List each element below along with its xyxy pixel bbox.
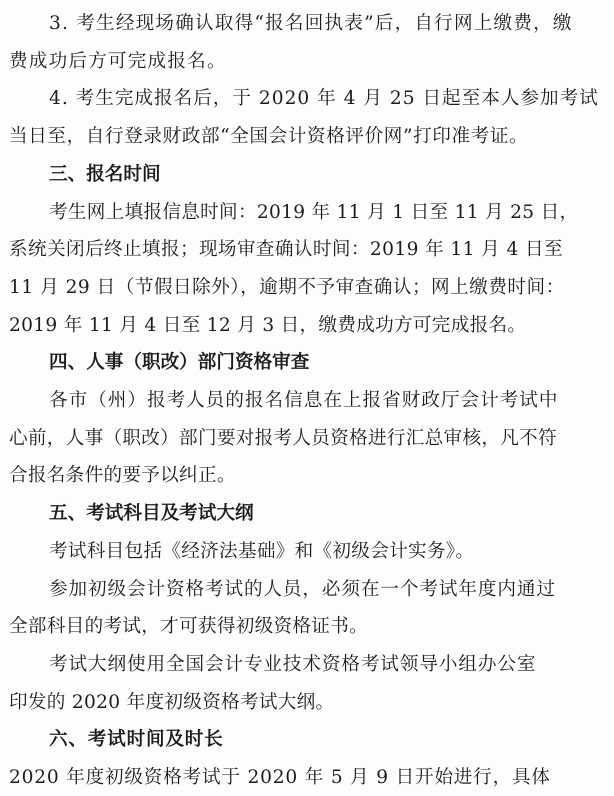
paragraph-line: 印发的 2020 年度初级资格考试大纲。 xyxy=(9,692,335,713)
paragraph-line: 考生网上填报信息时间：2019 年 11 月 1 日至 11 月 25 日， xyxy=(49,202,579,223)
paragraph-line: 2019 年 11 月 4 日至 12 月 3 日，缴费成功方可完成报名。 xyxy=(9,315,527,336)
section-heading-registration-time: 三、报名时间 xyxy=(49,164,161,185)
paragraph-line: 当日至，自行登录财政部“全国会计资格评价网”打印准考证。 xyxy=(9,126,529,147)
paragraph-line: 合报名条件的要予以纠正。 xyxy=(9,465,236,486)
paragraph-line: 各市（州）报考人员的报名信息在上报省财政厅会计考试中 xyxy=(49,390,559,411)
paragraph-line: 考试科目包括《经济法基础》和《初级会计实务》。 xyxy=(49,541,475,562)
paragraph-line: 心前，人事（职改）部门要对报考人员资格进行汇总审核，凡不符 xyxy=(9,428,557,449)
paragraph-line: 2020 年度初级资格考试于 2020 年 5 月 9 日开始进行，具体 xyxy=(9,767,551,788)
paragraph-line: 3. 考生经现场确认取得“报名回执表”后，自行网上缴费，缴 xyxy=(49,13,573,34)
section-heading-qualification-review: 四、人事（职改）部门资格审查 xyxy=(49,352,310,373)
paragraph-line: 系统关闭后终止填报；现场审查确认时间：2019 年 11 月 4 日至 xyxy=(9,239,564,260)
section-heading-exam-subjects: 五、考试科目及考试大纲 xyxy=(49,503,254,524)
paragraph-line: 全部科目的考试，才可获得初级资格证书。 xyxy=(9,616,368,637)
paragraph-line: 4. 考生完成报名后，于 2020 年 4 月 25 日起至本人参加考试 xyxy=(49,88,599,109)
paragraph-line: 11 月 29 日（节假日除外），逾期不予审查确认；网上缴费时间： xyxy=(9,277,565,298)
section-heading-exam-time: 六、考试时间及时长 xyxy=(49,729,224,750)
paragraph-line: 费成功后方可完成报名。 xyxy=(9,51,227,72)
paragraph-line: 考试大纲使用全国会计专业技术资格考试领导小组办公室 xyxy=(49,654,537,675)
paragraph-line: 参加初级会计资格考试的人员，必须在一个考试年度内通过 xyxy=(49,579,556,600)
